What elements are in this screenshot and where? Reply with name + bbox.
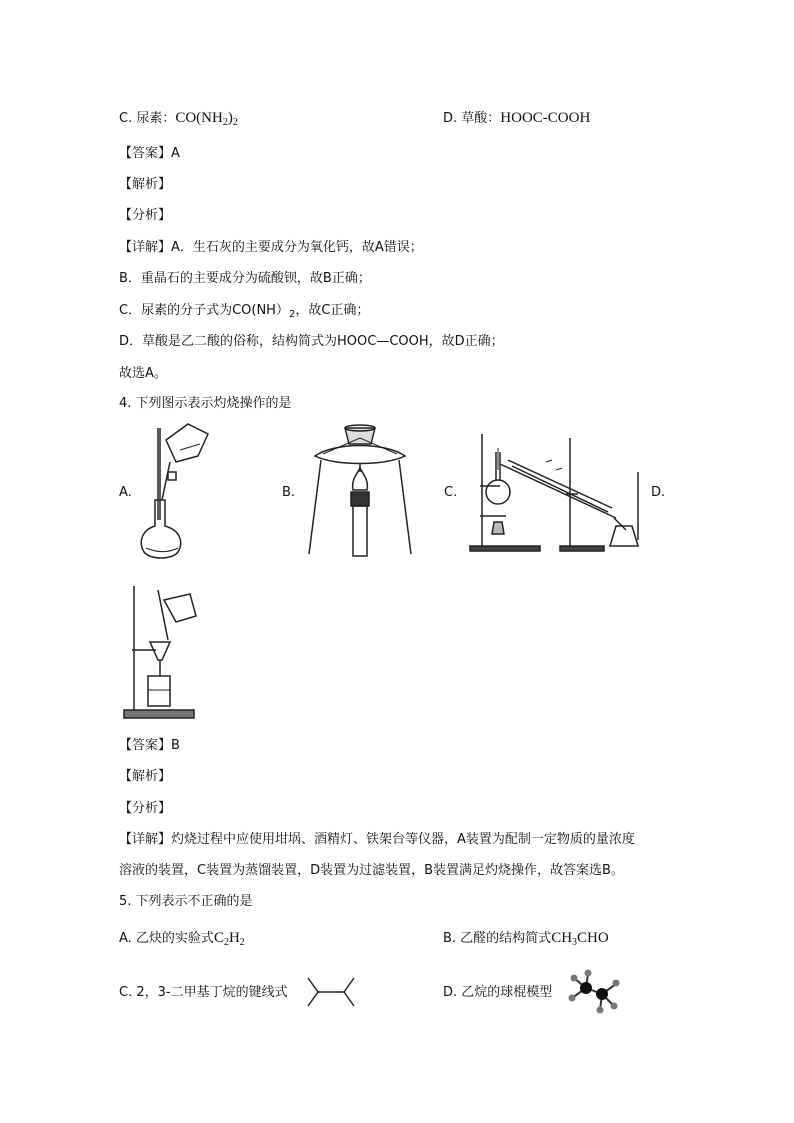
ball-and-stick-ethane-model (566, 968, 622, 1014)
q5-option-b-label: B. 乙醛的结构简式 (443, 931, 552, 946)
q3-option-d-label: D. 草酸： (443, 111, 501, 126)
q3-option-d-formula: HOOC-COOH (500, 110, 591, 126)
q4-xiangjie-tag: 【详解】 (119, 832, 172, 847)
figure-distillation-apparatus (466, 430, 646, 554)
q5-opta-s2: 2 (239, 937, 245, 948)
q3-option-d (443, 110, 590, 127)
q3-line3-tail: ，故C正确； (295, 303, 370, 318)
q5-optb-s1: 3 (572, 937, 578, 948)
q3-jiexi-heading: 【解析】 (119, 177, 172, 192)
q3-optc-sub1: 2 (222, 117, 228, 128)
q3-optc-sub2: 2 (232, 117, 238, 128)
q5-optb-f1: CH (551, 930, 573, 946)
q5-option-a-label: A. 乙炔的实验式 (119, 931, 214, 946)
q3-detail-line-4: D．草酸是乙二酸的俗称，结构简式为HOOC—COOH，故D正确； (119, 334, 504, 349)
figure-crucible-burning (305, 420, 415, 560)
skeletal-formula-23-dimethylbutane (306, 974, 358, 1010)
q4-option-d-label: D. (651, 485, 666, 500)
q3-detail-line-3 (119, 303, 369, 323)
q3-line3-text: C．尿素的分子式为CO(NH） (119, 303, 289, 318)
q3-xiangjie-tag: 【详解】 (119, 240, 172, 255)
q3-option-c-label: C. 尿素： (119, 111, 176, 126)
q3-detail-line-2: B．重晶石的主要成分为硫酸钡，故B正确； (119, 271, 371, 286)
q4-detail-line-1 (119, 832, 635, 848)
q4-fenxi-heading: 【分析】 (119, 801, 172, 816)
q3-fenxi-heading: 【分析】 (119, 208, 172, 223)
q4-answer: 【答案】B (119, 738, 180, 753)
q5-option-d-label: D. 乙烷的球棍模型 (443, 985, 553, 1000)
q4-jiexi-heading: 【解析】 (119, 769, 172, 784)
q5-opta-s1: 2 (223, 937, 229, 948)
q5-option-a-formula (214, 930, 245, 946)
q3-option-c (119, 110, 238, 131)
q4-detail1-text: 灼烧过程中应使用坩埚、酒精灯、铁架台等仪器，A装置为配制一定物质的量浓度 (171, 832, 635, 847)
figure-filtration-apparatus (120, 580, 200, 722)
q4-option-a-label: A. (119, 485, 132, 500)
q3-answer: 【答案】A (119, 146, 180, 161)
q3-detail-line-1 (119, 240, 423, 256)
q5-option-a (119, 930, 245, 951)
q3-line1-text: A．生石灰的主要成分为氧化钙，故A错误； (171, 240, 423, 255)
q3-optc-formula-text: CO(NH (175, 110, 223, 126)
q3-optc-tail: ) (227, 110, 233, 126)
q4-detail-line-2: 溶液的装置，C装置为蒸馏装置，D装置为过滤装置，B装置满足灼烧操作，故答案选B。 (119, 863, 624, 878)
q5-option-b-formula (551, 930, 609, 946)
q5-option-b (443, 930, 609, 951)
q3-option-c-formula (175, 110, 238, 126)
figure-volumetric-flask (138, 420, 218, 560)
q4-option-c-label: C. (444, 485, 458, 500)
q4-stem: 4. 下列图示表示灼烧操作的是 (119, 396, 292, 411)
q4-option-b-label: B. (282, 485, 296, 500)
q3-line3-sub: 2 (288, 309, 296, 320)
q3-conclusion: 故选A。 (119, 366, 167, 381)
q5-opta-f1: C (213, 930, 224, 946)
q5-stem: 5. 下列表示不正确的是 (119, 894, 253, 909)
q5-optb-f2: CHO (577, 930, 609, 946)
q5-option-c-label: C. 2，3-二甲基丁烷的键线式 (119, 985, 288, 1000)
q5-opta-f2: H (228, 930, 240, 946)
